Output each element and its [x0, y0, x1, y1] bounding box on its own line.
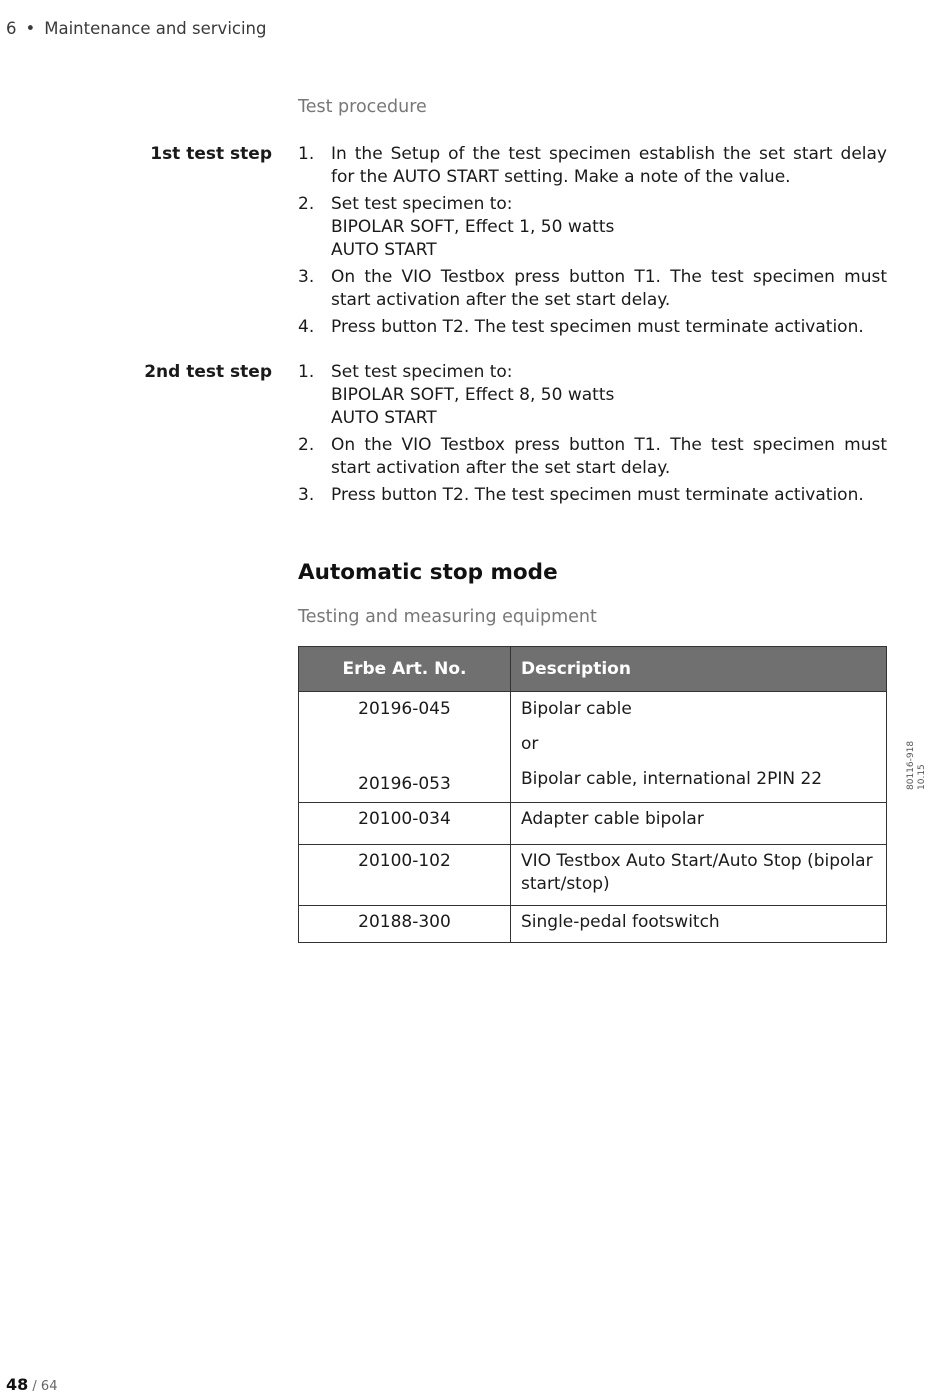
table-row — [299, 803, 887, 845]
item-text: Press button T2. The test specimen must terminate activation. — [331, 317, 864, 337]
chapter-title: Maintenance and servicing — [44, 19, 267, 38]
column-header-description: Description — [511, 647, 887, 692]
running-header — [6, 19, 267, 38]
table-row — [299, 845, 887, 906]
art-no-cell: 20188-300 — [299, 906, 511, 943]
step1-list — [298, 143, 887, 339]
description-cell: Bipolar cable — [521, 699, 632, 719]
item-text: In the Setup of the test specimen establish the set start delay for the AUTO START setting. Make a note of the value. — [331, 144, 887, 187]
description-cell: Adapter cable bipolar — [511, 803, 887, 845]
item-number: 2. — [298, 435, 315, 455]
art-no-cell: 20196-053 — [358, 774, 451, 794]
item-number: 1. — [298, 144, 315, 164]
automatic-stop-mode-heading: Automatic stop mode — [298, 560, 558, 585]
column-header-art-no: Erbe Art. No. — [299, 647, 511, 692]
item-number: 4. — [298, 317, 315, 337]
description-cell: Single-pedal footswitch — [511, 906, 887, 943]
item-text: AUTO START — [331, 240, 437, 260]
step2-list — [298, 361, 887, 507]
description-cell: VIO Testbox Auto Start/Auto Stop (bipolar start/stop) — [511, 845, 887, 906]
item-number: 3. — [298, 485, 315, 505]
document-date: 10.15 — [917, 764, 927, 790]
equipment-subheading: Testing and measuring equipment — [298, 607, 597, 627]
item-text: On the VIO Testbox press button T1. The test specimen must start activation after the set start delay. — [331, 435, 887, 478]
art-no-cell: 20100-034 — [299, 803, 511, 845]
page-separator: / — [32, 1379, 41, 1394]
item-text: Set test specimen to: — [331, 362, 513, 382]
item-number: 1. — [298, 362, 315, 382]
list-item — [298, 193, 887, 262]
art-no-cell: 20196-045 — [358, 699, 451, 719]
table-row — [299, 692, 887, 803]
step2-label: 2nd test step — [144, 362, 272, 382]
art-no-cell: 20100-102 — [299, 845, 511, 906]
item-number: 2. — [298, 194, 315, 214]
or-separator: or — [521, 734, 539, 754]
step1-label: 1st test step — [150, 144, 272, 164]
list-item — [298, 434, 887, 480]
list-item — [298, 143, 887, 189]
page-total: 64 — [40, 1379, 58, 1394]
item-number: 3. — [298, 267, 315, 287]
list-item — [298, 316, 887, 339]
table-header-row — [299, 647, 887, 692]
list-item — [298, 361, 887, 430]
item-text: Press button T2. The test specimen must terminate activation. — [331, 485, 864, 505]
document-code — [906, 741, 928, 790]
list-item — [298, 484, 887, 507]
item-text: BIPOLAR SOFT, Effect 8, 50 watts — [331, 385, 615, 405]
item-text: AUTO START — [331, 408, 437, 428]
page-number: 48 — [6, 1375, 29, 1394]
description-cell: Bipolar cable, international 2PIN 22 — [521, 769, 823, 789]
test-procedure-subheading: Test procedure — [298, 97, 427, 117]
page-footer — [6, 1375, 57, 1394]
item-text: BIPOLAR SOFT, Effect 1, 50 watts — [331, 217, 615, 237]
list-item — [298, 266, 887, 312]
table-row — [299, 906, 887, 943]
document-number: 80116-918 — [906, 740, 916, 790]
bullet-separator: • — [25, 19, 36, 38]
item-text: Set test specimen to: — [331, 194, 513, 214]
item-text: On the VIO Testbox press button T1. The test specimen must start activation after the set start delay. — [331, 267, 887, 310]
chapter-number: 6 — [6, 19, 17, 38]
equipment-table — [298, 646, 887, 943]
